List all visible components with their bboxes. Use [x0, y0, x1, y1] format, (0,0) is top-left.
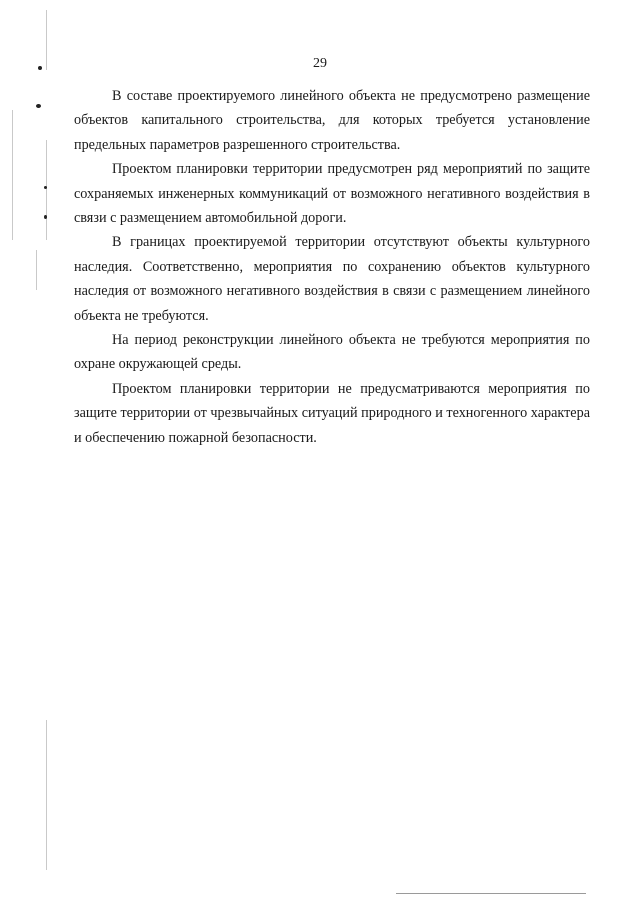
page-number: 29 [313, 56, 327, 71]
body-text [74, 84, 590, 450]
footer-rule [396, 893, 586, 894]
paragraph-2: Проектом планировки территории предусмотрен ряд мероприятий по защите сохраняемых инженерных коммуникаций от возможного негативного воздействия в связи с размещением автомобильной дороги. [74, 161, 590, 227]
paragraph-4: На период реконструкции линейного объекта не требуются мероприятия по охране окружающей среды. [74, 332, 590, 373]
paragraph-1: В составе проектируемого линейного объекта не предусмотрено размещение объектов капитального строительства, для которых требуется установление предельных параметров разрешенного строительства. [74, 88, 590, 153]
paragraph-3: В границах проектируемой территории отсутствуют объекты культурного наследия. Соответственно, мероприятия по сохранению объектов культурного наследия от возможного негативного воздействия в связи с размещением линейного объекта не требуются. [74, 234, 590, 324]
paragraph-5: Проектом планировки территории не предусматриваются мероприятия по защите территории от чрезвычайных ситуаций природного и техногенного характера и обеспечению пожарной безопасности. [74, 380, 590, 446]
scan-margin-artifacts [0, 0, 70, 905]
